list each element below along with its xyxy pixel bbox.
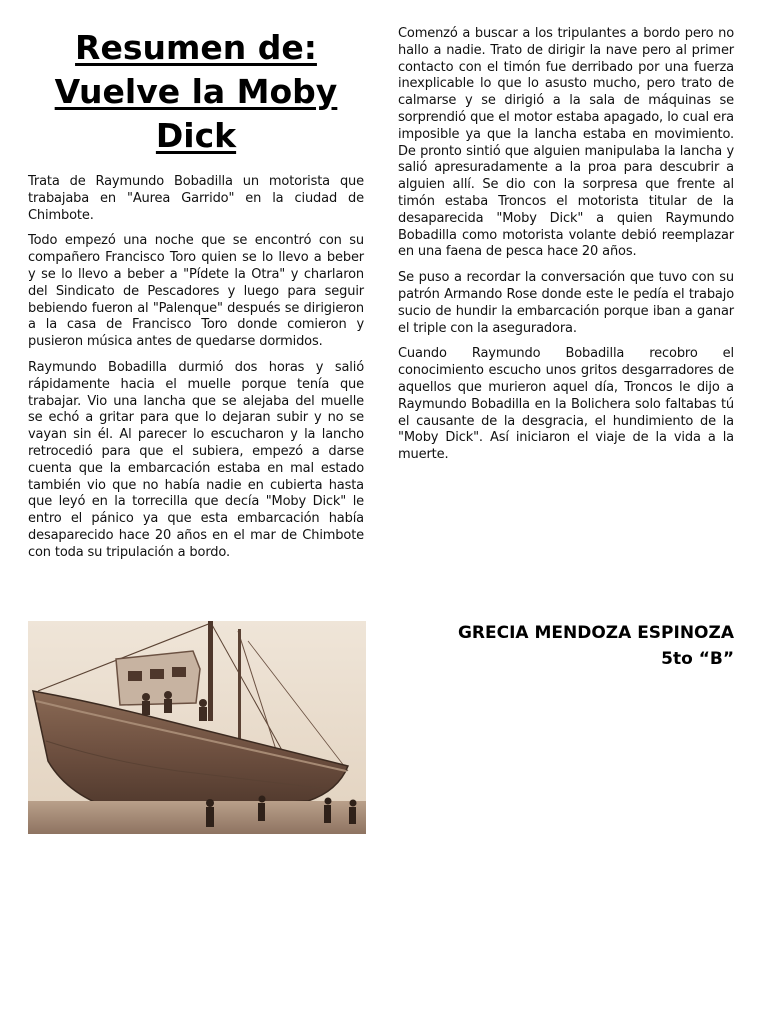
- paragraph: Trata de Raymundo Bobadilla un motorista que trabajaba en "Aurea Garrido" en la ciudad de Chimbote.: [28, 174, 364, 223]
- boat-illustration: [28, 621, 366, 834]
- paragraph: Raymundo Bobadilla durmió dos horas y salió rápidamente hacia el muelle porque tenía que trabajar. Vio una lancha que se alejaba del muelle se echó a gritar para que lo dejaran subir y no se vayan sin él. Al parecer lo escucharon y la lancho retrocedió para que el subiera, empezó a darse cuenta que la embarcación estaba en mal estado también vio que no había nadie en cubierta hasta que leyó en la torrecilla que decía "Moby Dick" le entro el pánico ya que esta embarcación había desaparecido hace 20 años en el mar de Chimbote con toda su tripulación a bordo.: [28, 359, 364, 560]
- paragraph: Se puso a recordar la conversación que tuvo con su patrón Armando Rose donde este le pedía el trabajo sucio de hundir la embarcación porque iban a ganar el triple con la aseguradora.: [398, 270, 734, 336]
- fishing-boat-photo: [28, 621, 366, 834]
- paragraph: Comenzó a buscar a los tripulantes a bordo pero no hallo a nadie. Trato de dirigir la nave pero al primer contacto con el timón fue derribado por una fuerza inexplicable lo que lo asusto mucho, pero trato de calmarse y se dirigió a la sala de máquinas se sorprendió que el motor estaba apagado, lo cual era imposible ya que la lancha estaba en movimiento. De pronto sintió que alguien manipulaba la lancha y salió apresuradamente a la proa para descubrir a alguien allí. Se dio con la sorpresa que frente al timón estaba Troncos el motorista titular de la desaparecida "Moby Dick" a quien Raymundo Bobadilla como motorista volante debió reemplazar en una faena de pesca hace 20 años.: [398, 26, 734, 260]
- author-block: [458, 620, 734, 672]
- document-title: Resumen de: Vuelve la Moby Dick: [54, 28, 338, 155]
- right-column: [398, 26, 734, 473]
- author-grade: 5to “B”: [661, 649, 734, 669]
- paragraph: Todo empezó una noche que se encontró con su compañero Francisco Toro quien se lo llevo a beber y se lo llevo a beber a "Pídete la Otra" y charlaron del Sindicato de Pescadores y luego para seguir bebiendo fueron al "Palenque" después se dirigieron a la casa de Francisco Toro donde comieron y pusieron música antes de quedarse dormidos.: [28, 233, 364, 350]
- author-name: GRECIA MENDOZA ESPINOZA: [457, 623, 734, 643]
- paragraph: Cuando Raymundo Bobadilla recobro el conocimiento escucho unos gritos desgarradores de aquellos que murieron aquel día, Troncos le dijo a Raymundo Bobadilla en la Bolichera solo faltabas tú el causante de la desgracia, el hundimiento de la "Moby Dick". Así iniciaron el viaje de la vida a la muerte.: [398, 346, 734, 463]
- left-column: [28, 26, 364, 571]
